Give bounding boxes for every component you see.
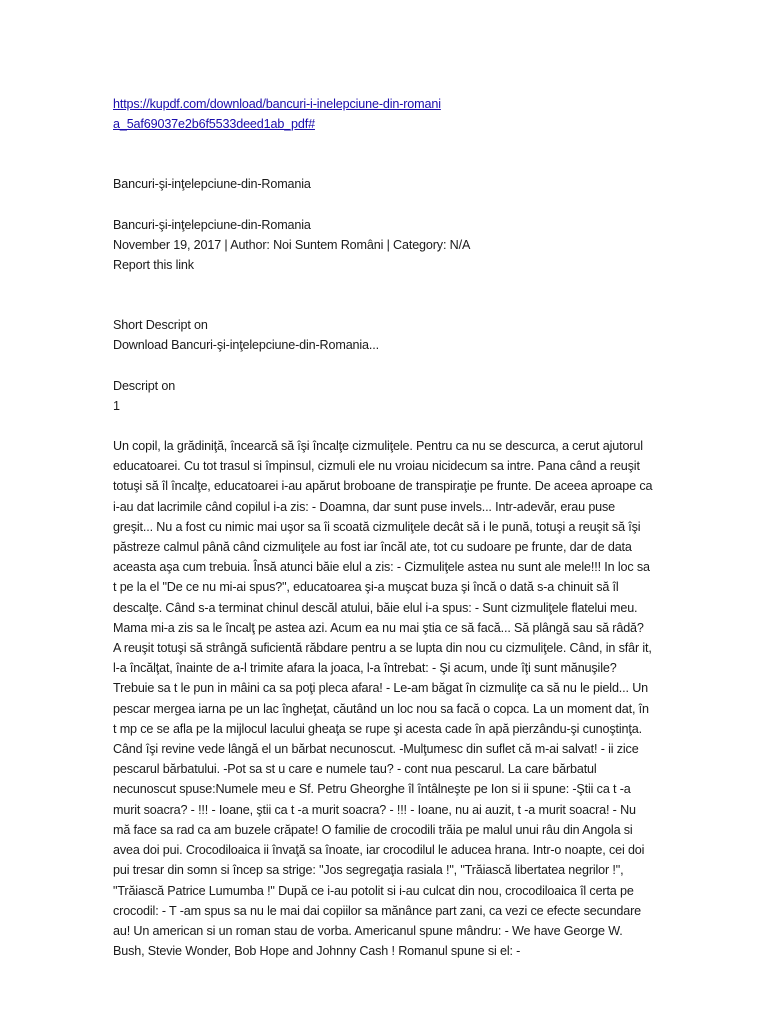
page-number: 1 — [113, 398, 120, 413]
short-description-heading: Short Descript on — [113, 318, 208, 333]
source-link[interactable]: https://kupdf.com/download/bancuri-i-inelepciune-din-romania_5af69037e2b6f5533deed1ab_pdf# — [113, 97, 441, 132]
report-link[interactable]: Report this link — [113, 258, 194, 273]
document-title: Bancuri-şi-inţelepciune-din-Romania — [113, 177, 311, 192]
document-subtitle: Bancuri-şi-inţelepciune-din-Romania — [113, 217, 311, 232]
document-meta: November 19, 2017 | Author: Noi Suntem Români | Category: N/A — [113, 237, 471, 252]
short-description-text: Download Bancuri-şi-inţelepciune-din-Romania... — [113, 338, 379, 353]
description-body: Un copil, la grădiniţă, încearcă să îşi încalţe cizmuliţele. Pentru ca nu se descurca, a cerut ajutorul educatoarei. Cu tot trasul si împinsul, cizmuli ele nu vroiau nicidecum sa intre. Pana când a reuşit totuşi să îl încalţe, educatoarei i-au apărut broboane de transpiraţie pe frunte. De aceea aproape ca i-au dat lacrimile când copilul i-a zis: - Doamna, dar sunt puse invels... Intr-adevăr, erau puse greşit... Nu a fost cu nimic mai uşor sa îi scoată cizmuliţele decât să i le pună, totuşi a reuşit să îşi păstreze calmul până când cizmuliţele au fost iar încăl ate, tot cu sudoare pe frunte, dar de data aceasta aşa cum trebuia. Însă atunci băie elul a zis: - Cizmuliţele astea nu sunt ale mele!!! In loc sa t pe la el "De ce nu mi-ai spus?", educatoarea şi-a muşcat buza şi încă o dată s-a chinuit să îl descalţe. Când s-a terminat chinul descăl atului, băie elul i-a spus: - Sunt cizmuliţele flatelui meu. Mama mi-a zis sa le încalţ pe astea azi. Acum ea nu mai ştia ce să facă... Să plângă sau să râdă? A reuşit totuşi să strângă suficientă răbdare pentru a se lupta din nou cu cizmuliţele. Când, in sfâr it, l-a încălţat, înainte de a-l trimite afara la joaca, l-a întrebat: - Şi acum, unde îţi sunt mănuşile? Trebuie sa t le pun in mâini ca sa poţi pleca afara! - Le-am băgat în cizmuliţe ca să nu le pield... Un pescar mergea iarna pe un lac îngheţat, căutând un loc nou sa facă o copca. La un moment dat, în t mp ce se afla pe la mijlocul lacului gheaţa se rupe şi acesta cade în apă pierzându-şi cunoştinţa. Când îşi revine vede lângă el un bărbat necunoscut. -Mulţumesc din suflet că m-ai salvat! - ii zice pescarul bărbatului. -Pot sa st u care e numele tau? - cont nua pescarul. La care bărbatul necunoscut spuse:Numele meu e Sf. Petru Gheorghe îl întâlneşte pe Ion si ii spune: -Ştii ca t -a murit soacra? - !!! - Ioane, ştii ca t -a murit soacra? - !!! - Ioane, nu ai auzit, t -a murit soacra! - Nu mă face sa rad ca am buzele crăpate! O familie de crocodili trăia pe malul unui râu din Angola si avea doi pui. Crocodiloaica ii învaţă sa înoate, iar crocodilul le aducea hrana. Intr-o noapte, cei doi pui tresar din somn si încep sa strige: "Jos segregaţia rasiala !", "Trăiască libertatea negrilor !", "Trăiască Patrice Lumumba !" După ce i-au potolit si i-au culcat din nou, crocodiloaica îl certa pe crocodil: - T -am spus sa nu le mai dai copiilor sa mănânce part zani, ca vezi ce efecte secundare au! Un american si un roman stau de vorba. Americanul spune mândru: - We have George W. Bush, Stevie Wonder, Bob Hope and Johnny Cash ! Romanul spune si el: - — [113, 439, 653, 959]
description-heading: Descript on — [113, 378, 176, 393]
document-page — [113, 94, 653, 961]
